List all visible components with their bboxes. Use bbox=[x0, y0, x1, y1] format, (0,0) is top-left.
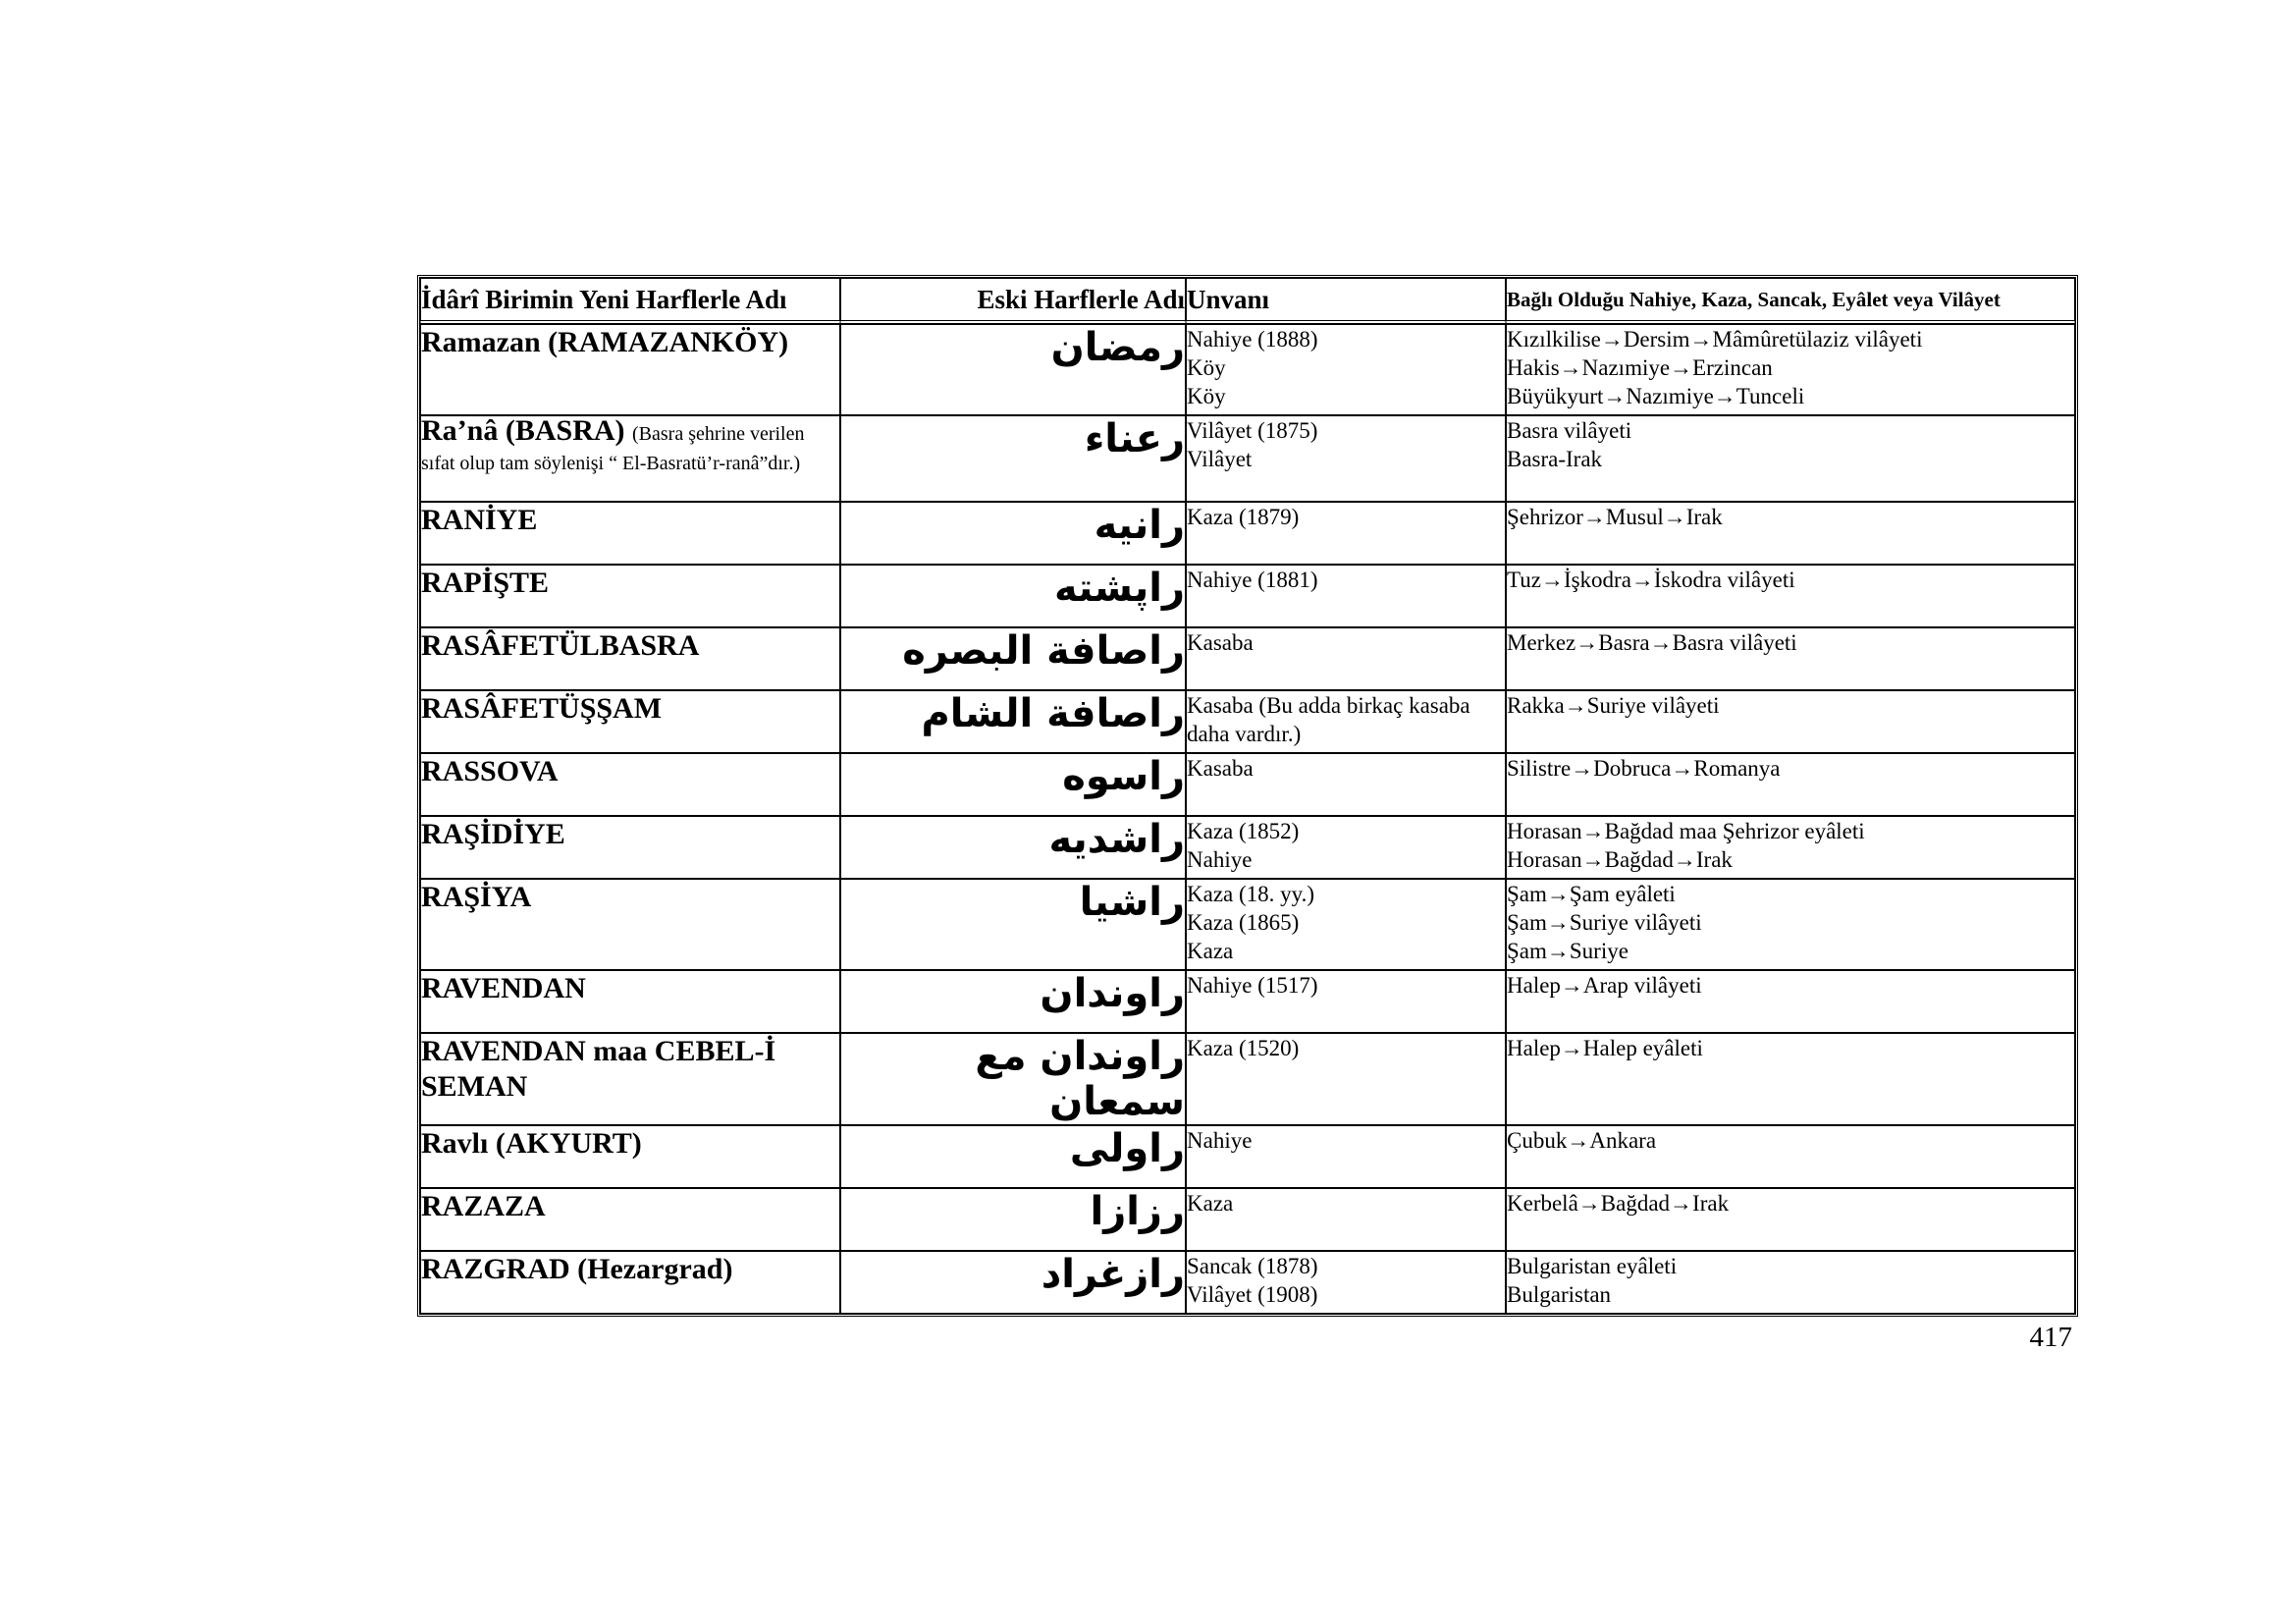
cell-ottoman-name: راوندان bbox=[840, 970, 1186, 1033]
cell-title bbox=[1186, 1188, 1506, 1251]
header-title: Unvanı bbox=[1186, 278, 1506, 324]
title-line: Kaza bbox=[1187, 1191, 1234, 1216]
title-line: Vilâyet bbox=[1187, 447, 1253, 471]
cell-ottoman-name: راشيا bbox=[840, 879, 1186, 970]
modern-name-text: Ramazan (RAMAZANKÖY) bbox=[421, 326, 789, 358]
parent-line: Silistre→Dobruca→Romanya bbox=[1507, 756, 1781, 781]
cell-title bbox=[1186, 1033, 1506, 1125]
modern-name-text: RAPİŞTE bbox=[421, 567, 550, 599]
title-line: Köy bbox=[1187, 384, 1226, 408]
parent-line: Halep→Halep eyâleti bbox=[1507, 1036, 1703, 1060]
title-line: Kasaba bbox=[1187, 630, 1254, 655]
modern-name-text: RAVENDAN maa CEBEL-İ SEMAN bbox=[421, 1035, 776, 1103]
cell-parent-unit bbox=[1506, 1188, 2075, 1251]
table-row bbox=[420, 627, 2075, 690]
modern-name-note: (Basra şehrine verilen sıfat olup tam söylenişi “ El-Basratü’r-ranâ”dır.) bbox=[421, 423, 805, 474]
cell-parent-unit bbox=[1506, 502, 2075, 565]
parent-line: Horasan→Bağdad maa Şehrizor eyâleti bbox=[1507, 819, 1865, 843]
cell-ottoman-name: راصافة البصره bbox=[840, 627, 1186, 690]
title-line: Kaza (18. yy.) bbox=[1187, 882, 1315, 906]
table-row bbox=[420, 1251, 2075, 1314]
modern-name-text: RANİYE bbox=[421, 504, 538, 536]
page-number: 417 bbox=[2029, 1322, 2072, 1353]
modern-name-text: RAVENDAN bbox=[421, 972, 586, 1004]
cell-parent-unit bbox=[1506, 565, 2075, 627]
title-line: Nahiye bbox=[1187, 1128, 1253, 1153]
cell-parent-unit bbox=[1506, 415, 2075, 502]
cell-ottoman-name: راشديه bbox=[840, 816, 1186, 879]
modern-name-text: RASÂFETÜLBASRA bbox=[421, 629, 700, 662]
parent-line: Şam→Suriye vilâyeti bbox=[1507, 910, 1702, 935]
parent-line: Kızılkilise→Dersim→Mâmûretülaziz vilâyeti bbox=[1507, 327, 1923, 352]
title-line: Köy bbox=[1187, 355, 1226, 380]
cell-modern-name bbox=[420, 502, 840, 565]
table-row bbox=[420, 502, 2075, 565]
parent-line: Şam→Şam eyâleti bbox=[1507, 882, 1676, 906]
table-row bbox=[420, 1188, 2075, 1251]
parent-line: Merkez→Basra→Basra vilâyeti bbox=[1507, 630, 1797, 655]
table-row bbox=[420, 565, 2075, 627]
title-line: Kaza (1879) bbox=[1187, 505, 1300, 529]
cell-modern-name bbox=[420, 627, 840, 690]
cell-ottoman-name: رانيه bbox=[840, 502, 1186, 565]
parent-line: Şam→Suriye bbox=[1507, 939, 1629, 963]
cell-title bbox=[1186, 690, 1506, 753]
cell-modern-name bbox=[420, 753, 840, 816]
cell-title bbox=[1186, 879, 1506, 970]
modern-name-text: RAŞİDİYE bbox=[421, 818, 565, 850]
title-line: Vilâyet (1875) bbox=[1187, 418, 1318, 443]
cell-parent-unit bbox=[1506, 324, 2075, 415]
cell-modern-name bbox=[420, 415, 840, 502]
title-line: Nahiye (1881) bbox=[1187, 568, 1318, 592]
cell-modern-name bbox=[420, 1033, 840, 1125]
cell-modern-name bbox=[420, 879, 840, 970]
title-line: Kaza (1520) bbox=[1187, 1036, 1300, 1060]
title-line: Kaza (1865) bbox=[1187, 910, 1300, 935]
table-body bbox=[420, 324, 2075, 1314]
table-row bbox=[420, 879, 2075, 970]
parent-line: Hakis→Nazımiye→Erzincan bbox=[1507, 355, 1773, 380]
cell-ottoman-name: رمضان bbox=[840, 324, 1186, 415]
modern-name-text: Ravlı (AKYURT) bbox=[421, 1127, 642, 1160]
cell-parent-unit bbox=[1506, 970, 2075, 1033]
cell-modern-name bbox=[420, 1188, 840, 1251]
header-ottoman-name: Eski Harflerle Adı bbox=[840, 278, 1186, 324]
parent-line: Çubuk→Ankara bbox=[1507, 1128, 1657, 1153]
cell-title bbox=[1186, 970, 1506, 1033]
cell-parent-unit bbox=[1506, 753, 2075, 816]
parent-line: Basra vilâyeti bbox=[1507, 418, 1632, 443]
parent-line: Tuz→İşkodra→İskodra vilâyeti bbox=[1507, 568, 1795, 592]
modern-name-text: Ra’nâ (BASRA) bbox=[421, 414, 625, 447]
cell-ottoman-name: رزازا bbox=[840, 1188, 1186, 1251]
modern-name-text: RAZGRAD (Hezargrad) bbox=[421, 1253, 733, 1285]
cell-modern-name bbox=[420, 816, 840, 879]
title-line: Kaza bbox=[1187, 939, 1234, 963]
table-row bbox=[420, 753, 2075, 816]
cell-modern-name bbox=[420, 1251, 840, 1314]
parent-line: Basra-Irak bbox=[1507, 447, 1603, 471]
parent-line: Bulgaristan bbox=[1507, 1282, 1612, 1307]
table-row bbox=[420, 1125, 2075, 1188]
title-line: Kasaba bbox=[1187, 756, 1254, 781]
title-line: Kaza (1852) bbox=[1187, 819, 1300, 843]
modern-name-text: RASSOVA bbox=[421, 755, 559, 787]
table-row bbox=[420, 970, 2075, 1033]
parent-line: Halep→Arap vilâyeti bbox=[1507, 973, 1702, 998]
parent-line: Şehrizor→Musul→Irak bbox=[1507, 505, 1723, 529]
gazetteer-table bbox=[417, 275, 2078, 1317]
table-header-row bbox=[420, 278, 2075, 324]
cell-parent-unit bbox=[1506, 627, 2075, 690]
cell-ottoman-name: رازغراد bbox=[840, 1251, 1186, 1314]
cell-title bbox=[1186, 1251, 1506, 1314]
parent-line: Büyükyurt→Nazımiye→Tunceli bbox=[1507, 384, 1805, 408]
table-row bbox=[420, 690, 2075, 753]
cell-title bbox=[1186, 565, 1506, 627]
cell-ottoman-name: راسوه bbox=[840, 753, 1186, 816]
cell-parent-unit bbox=[1506, 816, 2075, 879]
title-line: Nahiye bbox=[1187, 847, 1253, 872]
cell-parent-unit bbox=[1506, 1033, 2075, 1125]
parent-line: Kerbelâ→Bağdad→Irak bbox=[1507, 1191, 1730, 1216]
cell-title bbox=[1186, 753, 1506, 816]
title-line: Nahiye (1517) bbox=[1187, 973, 1318, 998]
cell-title bbox=[1186, 1125, 1506, 1188]
cell-parent-unit bbox=[1506, 1251, 2075, 1314]
cell-title bbox=[1186, 415, 1506, 502]
parent-line: Rakka→Suriye vilâyeti bbox=[1507, 693, 1720, 718]
cell-title bbox=[1186, 816, 1506, 879]
table-row bbox=[420, 816, 2075, 879]
cell-parent-unit bbox=[1506, 1125, 2075, 1188]
parent-line: Horasan→Bağdad→Irak bbox=[1507, 847, 1733, 872]
cell-parent-unit bbox=[1506, 690, 2075, 753]
gazetteer-table-wrapper bbox=[417, 275, 2072, 1317]
cell-ottoman-name: راولى bbox=[840, 1125, 1186, 1188]
cell-modern-name bbox=[420, 324, 840, 415]
cell-modern-name bbox=[420, 1125, 840, 1188]
table-row bbox=[420, 1033, 2075, 1125]
title-line: Nahiye (1888) bbox=[1187, 327, 1318, 352]
cell-modern-name bbox=[420, 690, 840, 753]
cell-modern-name bbox=[420, 970, 840, 1033]
cell-title bbox=[1186, 627, 1506, 690]
modern-name-text: RASÂFETÜŞŞAM bbox=[421, 692, 663, 725]
table-row bbox=[420, 324, 2075, 415]
cell-title bbox=[1186, 324, 1506, 415]
header-modern-name: İdârî Birimin Yeni Harflerle Adı bbox=[420, 278, 840, 324]
header-parent-unit: Bağlı Olduğu Nahiye, Kaza, Sancak, Eyâlet veya Vilâyet bbox=[1506, 278, 2075, 324]
parent-line: Bulgaristan eyâleti bbox=[1507, 1254, 1678, 1278]
cell-ottoman-name: راوندان مع سمعان bbox=[840, 1033, 1186, 1125]
cell-parent-unit bbox=[1506, 879, 2075, 970]
table-row bbox=[420, 415, 2075, 502]
title-line: Sancak (1878) bbox=[1187, 1254, 1318, 1278]
title-line: Kasaba (Bu adda birkaç kasaba daha vardır.) bbox=[1187, 693, 1470, 746]
modern-name-text: RAŞİYA bbox=[421, 881, 532, 913]
modern-name-text: RAZAZA bbox=[421, 1190, 546, 1222]
cell-ottoman-name: راپشته bbox=[840, 565, 1186, 627]
cell-ottoman-name: رعناء bbox=[840, 415, 1186, 502]
title-line: Vilâyet (1908) bbox=[1187, 1282, 1318, 1307]
cell-modern-name bbox=[420, 565, 840, 627]
cell-ottoman-name: راصافة الشام bbox=[840, 690, 1186, 753]
cell-title bbox=[1186, 502, 1506, 565]
